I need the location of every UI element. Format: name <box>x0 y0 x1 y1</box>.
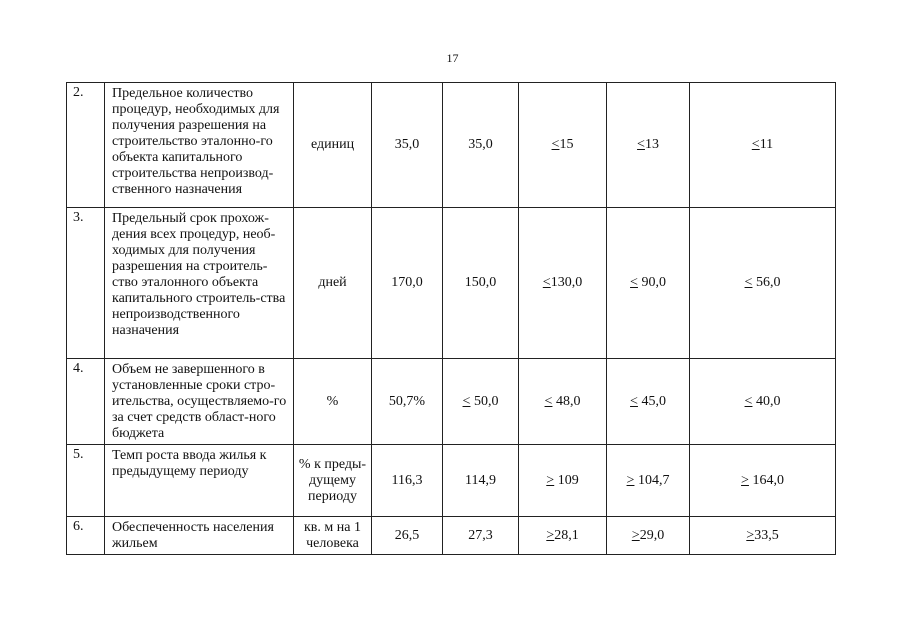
indicator-name: Предельное количество процедур, необходимых для получения разрешения на строительство эталонно-го объекта капитального строительства непроизвод-ственного назначения <box>105 83 294 208</box>
value-cell: 116,3 <box>372 445 443 517</box>
value-cell: 170,0 <box>372 208 443 359</box>
value-cell <box>690 208 836 359</box>
value-cell: 35,0 <box>443 83 519 208</box>
value-cell: 150,0 <box>443 208 519 359</box>
inequality-sign: < <box>551 137 560 152</box>
inequality-sign: < <box>542 275 551 290</box>
value-cell <box>519 445 607 517</box>
value-cell <box>607 517 690 555</box>
value-text: 164,0 <box>748 472 784 488</box>
indicators-table <box>66 82 836 555</box>
inequality-sign: > <box>631 527 640 543</box>
value-cell <box>690 517 836 555</box>
inequality-sign: > <box>546 472 555 488</box>
value-text: 56,0 <box>752 275 781 290</box>
unit-cell: кв. м на 1 человека <box>294 517 372 555</box>
value-cell: 35,0 <box>372 83 443 208</box>
value-cell <box>690 83 836 208</box>
value-cell <box>607 83 690 208</box>
row-number: 3. <box>67 208 105 359</box>
indicator-name: Темп роста ввода жилья к предыдущему периоду <box>105 445 294 517</box>
value-text: 90,0 <box>637 275 666 290</box>
value-cell <box>519 517 607 555</box>
value-text: 15 <box>559 137 574 152</box>
value-cell: 27,3 <box>443 517 519 555</box>
indicator-name: Обеспеченность населения жильем <box>105 517 294 555</box>
inequality-sign: < <box>751 137 760 152</box>
value-text: 33,5 <box>754 527 779 543</box>
row-number: 4. <box>67 359 105 445</box>
unit-cell: % <box>294 359 372 445</box>
indicator-name: Объем не завершенного в установленные сроки стро-ительства, осуществляемо-го за счет средств област-ного бюджета <box>105 359 294 445</box>
value-cell: 26,5 <box>372 517 443 555</box>
value-text: 13 <box>644 137 659 152</box>
value-cell <box>443 359 519 445</box>
page-number: 17 <box>446 51 459 65</box>
inequality-sign: < <box>744 393 753 409</box>
value-cell: 50,7% <box>372 359 443 445</box>
unit-cell: единиц <box>294 83 372 208</box>
value-text: 109 <box>554 472 579 488</box>
table-row <box>67 517 836 555</box>
row-number: 5. <box>67 445 105 517</box>
value-cell <box>690 359 836 445</box>
inequality-sign: < <box>544 393 553 409</box>
inequality-sign: > <box>626 472 635 488</box>
value-text: 45,0 <box>637 393 666 409</box>
row-number: 6. <box>67 517 105 555</box>
value-cell: 114,9 <box>443 445 519 517</box>
value-cell <box>607 445 690 517</box>
unit-cell: дней <box>294 208 372 359</box>
inequality-sign: > <box>546 527 555 543</box>
unit-cell: % к преды-дущему периоду <box>294 445 372 517</box>
value-cell <box>519 208 607 359</box>
table-row <box>67 208 836 359</box>
inequality-sign: < <box>630 275 638 290</box>
value-text: 11 <box>759 137 774 152</box>
row-number: 2. <box>67 83 105 208</box>
inequality-sign: < <box>744 275 753 290</box>
value-text: 50,0 <box>470 393 499 409</box>
value-cell <box>607 359 690 445</box>
value-cell <box>519 359 607 445</box>
inequality-sign: < <box>630 393 638 409</box>
value-cell <box>519 83 607 208</box>
table-row <box>67 83 836 208</box>
value-cell <box>607 208 690 359</box>
inequality-sign: < <box>637 137 645 152</box>
table-row <box>67 359 836 445</box>
value-text: 48,0 <box>552 393 581 409</box>
value-text: 130,0 <box>550 275 583 290</box>
inequality-sign: < <box>462 393 471 409</box>
indicator-name: Предельный срок прохож-дения всех процедур, необ-ходимых для получения разрешения на строитель-ство эталонного объекта капитального строитель-ства непроизводственного назначения <box>105 208 294 359</box>
value-text: 104,7 <box>634 472 670 488</box>
table-row <box>67 445 836 517</box>
value-text: 28,1 <box>554 527 579 543</box>
inequality-sign: > <box>741 472 749 488</box>
value-text: 40,0 <box>752 393 781 409</box>
inequality-sign: > <box>746 527 755 543</box>
value-text: 29,0 <box>639 527 665 543</box>
value-cell <box>690 445 836 517</box>
